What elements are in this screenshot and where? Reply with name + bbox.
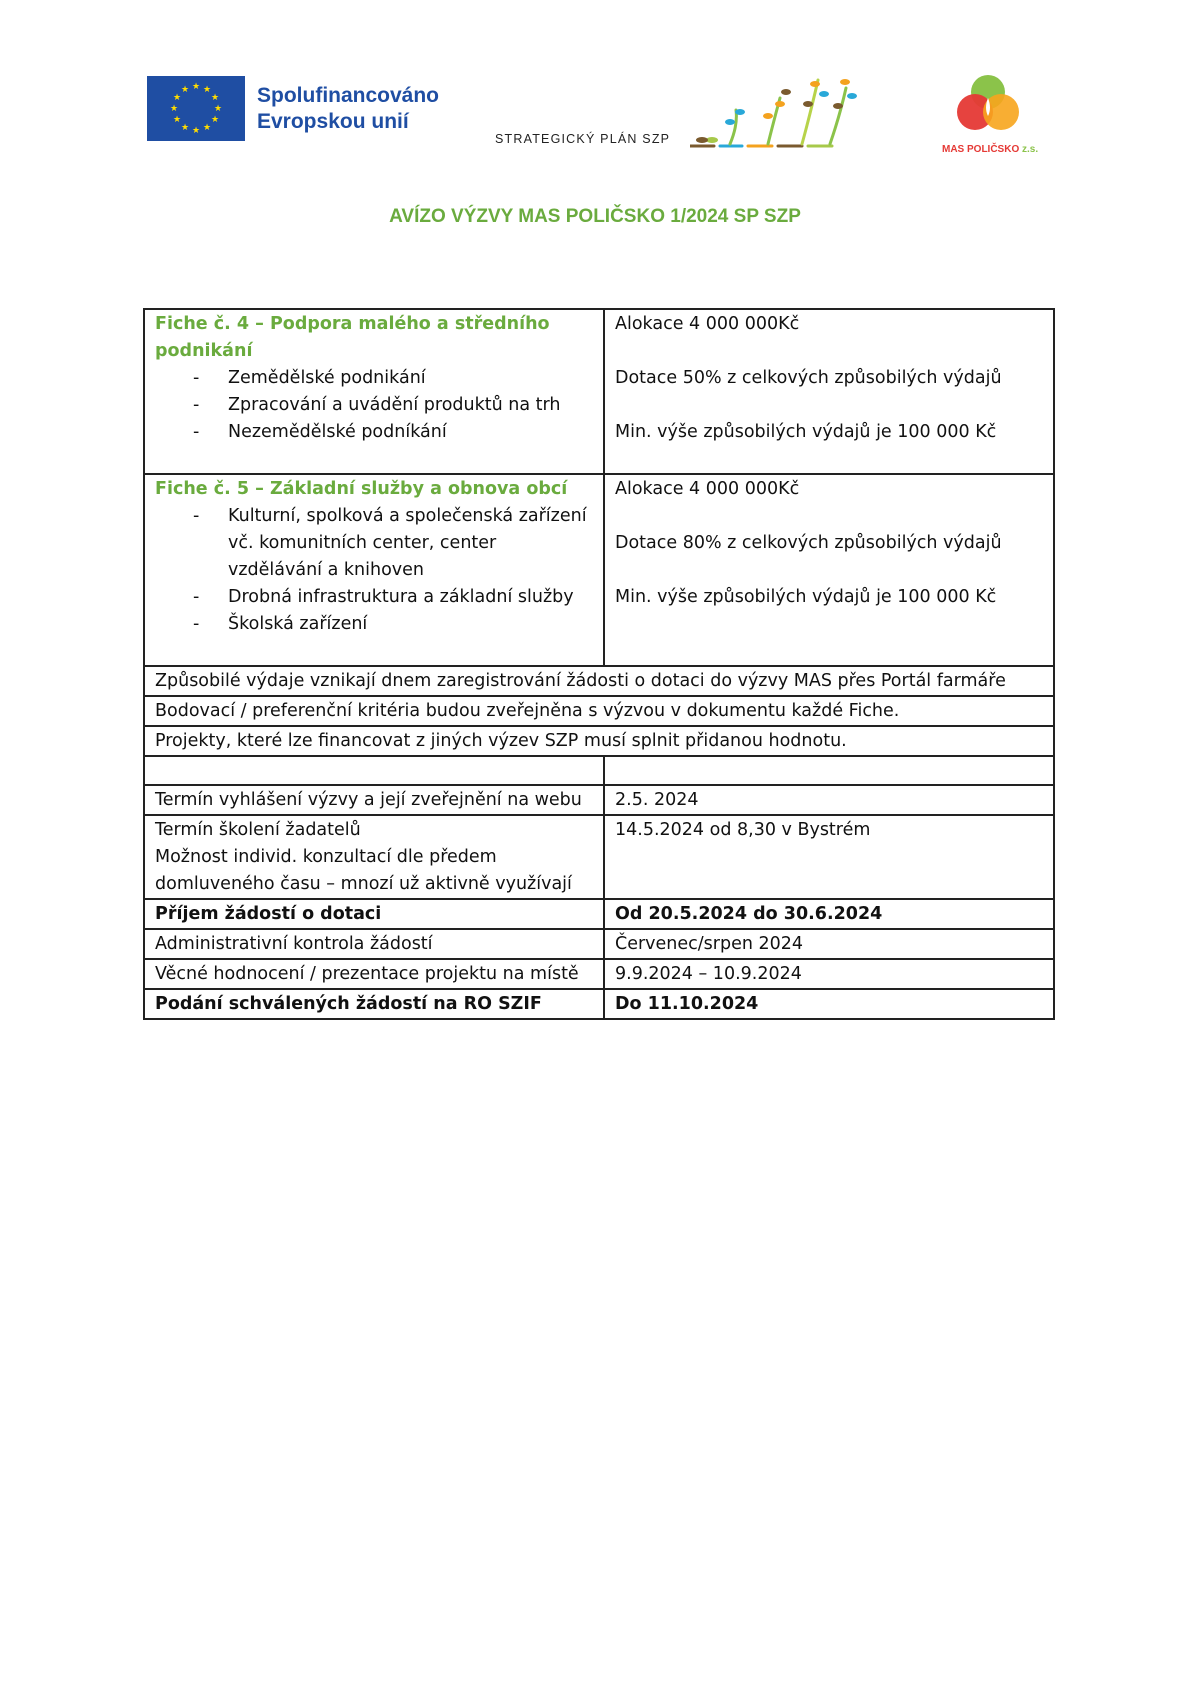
szp-logo (495, 70, 865, 160)
svg-text:★: ★ (180, 123, 190, 133)
svg-text:★: ★ (191, 82, 201, 92)
schedule-row (144, 929, 1054, 959)
schedule-value: Od 20.5.2024 do 30.6.2024 (604, 899, 1054, 929)
fiche-dotace: Dotace 50% z celkových způsobilých výdajů (615, 368, 1002, 388)
schedule-label: Termín vyhlášení výzvy a její zveřejnění na webu (144, 785, 604, 815)
svg-text:★: ★ (210, 93, 220, 103)
fiche-heading: Fiche č. 5 – Základní služby a obnova obcí (155, 479, 568, 499)
schedule-value: Červenec/srpen 2024 (604, 929, 1054, 959)
empty-row (144, 756, 1054, 785)
list-item: - Kulturní, spolková a společenská zařízení vč. komunitních center, center vzdělávání a knihoven (193, 503, 593, 584)
svg-text:★: ★ (210, 115, 220, 125)
list-item: - Drobná infrastruktura a základní služby (193, 584, 593, 611)
list-item: - Zemědělské podnikání (193, 365, 593, 392)
schedule-label: Podání schválených žádostí na RO SZIF (144, 989, 604, 1019)
fiche-alokace: Alokace 4 000 000Kč (615, 479, 800, 499)
fiche-item-list (155, 365, 593, 446)
svg-text:★: ★ (169, 104, 179, 114)
svg-text:★: ★ (172, 93, 182, 103)
header-logos (0, 60, 1190, 170)
fiche-alokace: Alokace 4 000 000Kč (615, 314, 800, 334)
schedule-label: Termín školení žadatelů (155, 820, 361, 840)
fiche-row-5 (144, 474, 1054, 666)
fiche-min: Min. výše způsobilých výdajů je 100 000 Kč (615, 422, 997, 442)
fiche-item-list (155, 503, 593, 638)
mas-name: MAS POLIČSKO (942, 144, 1020, 155)
svg-text:★: ★ (213, 104, 223, 114)
eu-logo (147, 76, 439, 141)
schedule-row (144, 785, 1054, 815)
schedule-value: 2.5. 2024 (604, 785, 1054, 815)
schedule-row (144, 899, 1054, 929)
note-row: Projekty, které lze financovat z jiných výzev SZP musí splnit přidanou hodnotu. (144, 726, 1054, 756)
note-row: Způsobilé výdaje vznikají dnem zaregistrování žádosti o dotaci do výzvy MAS přes Portál farmáře (144, 666, 1054, 696)
document-title: AVÍZO VÝZVY MAS POLIČSKO 1/2024 SP SZP (389, 206, 801, 227)
schedule-label-note: Možnost individ. konzultací dle předem domluveného času – mnozí už aktivně využívají (155, 847, 572, 894)
list-item: - Zpracování a uvádění produktů na trh (193, 392, 593, 419)
sprouts-icon (690, 70, 865, 152)
list-item: - Školská zařízení (193, 611, 593, 638)
svg-text:★: ★ (180, 85, 190, 95)
svg-text:★: ★ (191, 126, 201, 136)
schedule-label: Příjem žádostí o dotaci (144, 899, 604, 929)
svg-text:★: ★ (202, 85, 212, 95)
schedule-value: Do 11.10.2024 (604, 989, 1054, 1019)
mas-logo (938, 72, 1038, 162)
note-row: Bodovací / preferenční kritéria budou zveřejněna s výzvou v dokumentu každé Fiche. (144, 696, 1054, 726)
schedule-label: Věcné hodnocení / prezentace projektu na místě (144, 959, 604, 989)
mas-suffix: z.s. (1022, 144, 1039, 155)
schedule-value: 9.9.2024 – 10.9.2024 (604, 959, 1054, 989)
call-table (143, 308, 1055, 1020)
schedule-row (144, 815, 1054, 899)
fiche-row-4 (144, 309, 1054, 474)
fiche-dotace: Dotace 80% z celkových způsobilých výdajů (615, 533, 1002, 553)
eu-text-line2: Evropskou unií (257, 109, 409, 133)
list-item: - Nezemědělské podníkání (193, 419, 593, 446)
schedule-row (144, 989, 1054, 1019)
svg-text:★: ★ (172, 115, 182, 125)
fiche-heading: Fiche č. 4 – Podpora malého a středního podnikání (155, 314, 550, 361)
schedule-row (144, 959, 1054, 989)
fiche-min: Min. výše způsobilých výdajů je 100 000 Kč (615, 587, 997, 607)
svg-text:★: ★ (202, 123, 212, 133)
schedule-label: Administrativní kontrola žádostí (144, 929, 604, 959)
szp-logo-text: STRATEGICKÝ PLÁN SZP (495, 132, 671, 146)
mas-circles-icon (955, 72, 1021, 138)
schedule-value: 14.5.2024 od 8,30 v Bystrém (604, 815, 1054, 899)
eu-flag-icon (147, 76, 245, 141)
eu-text-line1: Spolufinancováno (257, 83, 440, 107)
